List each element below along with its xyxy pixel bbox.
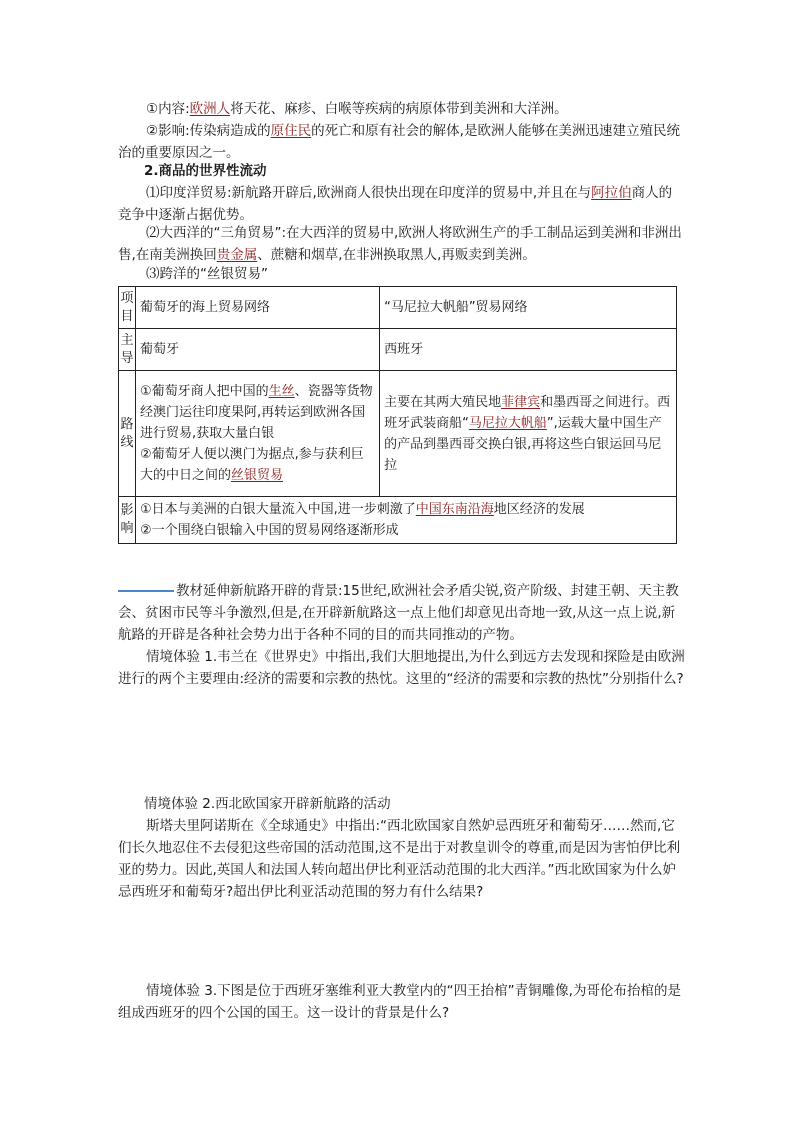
row-header-leader: 主导 [119, 329, 136, 371]
cell-portugal: 葡萄牙 [135, 329, 379, 371]
keyword-southeast-coast[interactable]: 中国东南沿海 [415, 502, 494, 517]
keyword-arab[interactable]: 阿拉伯 [591, 185, 632, 201]
experience-1-question: 情境体验 1.韦兰在《世界史》中指出,我们大胆地提出,为什么到远方去发现和探险是由欧洲进行的两个主要理由:经济的需要和宗教的热忱。这里的“经济的需要和宗教的热忱”分别指什么? [118, 649, 685, 687]
keyword-manila-galleon[interactable]: 马尼拉大帆船 [468, 415, 547, 431]
table-row [119, 287, 677, 329]
blank-underline [118, 590, 174, 592]
experience-2-question: 斯塔夫里阿诺斯在《全球通史》中指出:“西北欧国家自然妒忌西班牙和葡萄牙……然而,它们长久地忍住不去侵犯这些帝国的活动范围,这不是出于对教皇训令的尊重,而是因为害怕伊比利亚的势力。因此,英国人和法国人转向超出伊比利亚活动范围的北大西洋。”西北欧国家为什么妒忌西班牙和葡萄牙?超出伊比利亚活动范围的努力有什么结果? [118, 818, 681, 900]
row-header-item: 项目 [119, 287, 136, 329]
disease-content-paragraph: ①内容:欧洲人将天花、麻疹、白喉等疾病的病原体带到美洲和大洋洲。 [146, 101, 568, 117]
table-row [119, 371, 677, 497]
silk-silver-trade-table [118, 286, 677, 544]
keyword-precious-metals[interactable]: 贵金属 [216, 247, 258, 263]
cell-manila-route: 主要在其两大殖民地菲律宾和墨西哥之间进行。西班牙武装商船“马尼拉大帆船”,运载大量中国生产的产品到墨西哥交换白银,再将这些白银运回马尼拉 [380, 371, 677, 497]
keyword-philippines[interactable]: 菲律宾 [501, 394, 541, 410]
cell-impact: ①日本与美洲的白银大量流入中国,进一步刺激了中国东南沿海地区经济的发展 ②一个围绕白银输入中国的贸易网络逐渐形成 [135, 497, 676, 544]
cell-spain: 西班牙 [380, 329, 677, 371]
experience-3-question: 情境体验 3.下图是位于西班牙塞维利亚大教堂内的“四王抬棺”青铜雕像,为哥伦布抬棺的是组成西班牙的四个公国的国王。这一设计的背景是什么? [118, 983, 681, 1021]
keyword-raw-silk[interactable]: 生丝 [268, 384, 295, 399]
indian-ocean-trade-paragraph: ⑴印度洋贸易:新航路开辟后,欧洲商人很快出现在印度洋的贸易中,并且在与阿拉伯商人的竞争中逐渐占据优势。 [118, 185, 673, 223]
row-header-impact: 影响 [119, 497, 136, 544]
disease-impact-paragraph: ②影响:传染病造成的原住民的死亡和原有社会的解体,是欧洲人能够在美洲迅速建立殖民统治的重要原因之一。 [118, 123, 680, 161]
textbook-extension-paragraph: 教材延伸新航路开辟的背景:15世纪,欧洲社会矛盾尖锐,资产阶级、封建王朝、天主教会、贫困市民等斗争激烈,但是,在开辟新航路这一点上他们却意见出奇地一致,从这一点上说,新航路的开辟是各种社会势力出于各种不同的目的而共同推动的产物。 [118, 583, 679, 643]
cell-portugal-network-title: 葡萄牙的海上贸易网络 [135, 287, 379, 329]
silk-silver-trade-heading: ⑶跨洋的“丝银贸易” [146, 266, 268, 282]
section-heading-commodity-flow: 2.商品的世界性流动 [144, 163, 267, 179]
cell-portugal-route: ①葡萄牙商人把中国的生丝、瓷器等货物经澳门运往印度果阿,再转运到欧洲各国进行贸易,获取大量白银 ②葡萄牙人便以澳门为据点,参与获利巨大的中日之间的丝银贸易 [135, 371, 379, 497]
keyword-silk-silver-trade[interactable]: 丝银贸易 [231, 468, 284, 483]
keyword-natives[interactable]: 原住民 [270, 123, 312, 139]
table-row [119, 329, 677, 371]
table-row [119, 497, 677, 544]
keyword-europeans[interactable]: 欧洲人 [189, 101, 231, 117]
row-header-route: 路线 [119, 371, 136, 497]
experience-2-title: 情境体验 2.西北欧国家开辟新航路的活动 [144, 796, 391, 812]
cell-manila-network-title: “马尼拉大帆船”贸易网络 [380, 287, 677, 329]
atlantic-triangle-trade-paragraph: ⑵大西洋的“三角贸易”:在大西洋的贸易中,欧洲人将欧洲生产的手工制品运到美洲和非洲出售,在南美洲换回贵金属、蔗糖和烟草,在非洲换取黑人,再贩卖到美洲。 [118, 225, 682, 263]
